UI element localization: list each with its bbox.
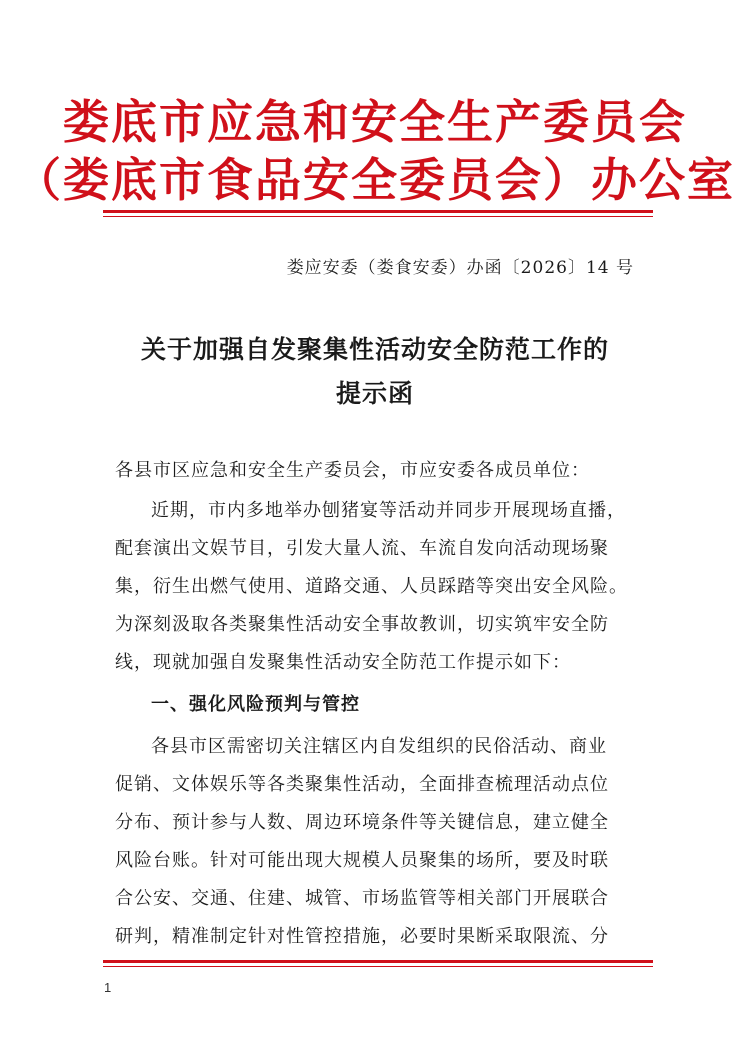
header-red-rule <box>103 210 653 213</box>
page-number: 1 <box>104 980 112 995</box>
paragraph-line: 集，衍生出燃气使用、道路交通、人员踩踏等突出安全风险。 <box>115 576 628 597</box>
paragraph-line: 近期，市内多地举办刨猪宴等活动并同步开展现场直播， <box>151 500 626 521</box>
paragraph-line: 线，现就加强自发聚集性活动安全防范工作提示如下： <box>115 652 571 673</box>
footer-red-rule <box>103 960 653 963</box>
footer-red-rule-thin <box>103 966 653 967</box>
paragraph-line: 研判，精准制定针对性管控措施，必要时果断采取限流、分 <box>115 926 609 947</box>
paragraph-line: 风险台账。针对可能出现大规模人员聚集的场所，要及时联 <box>115 850 609 871</box>
paragraph-line: 促销、文体娱乐等各类聚集性活动，全面排查梳理活动点位 <box>115 774 609 795</box>
document-title-line-2: 提示函 <box>335 379 414 408</box>
section-heading: 一、强化风险预判与管控 <box>151 694 360 715</box>
salutation: 各县市区应急和安全生产委员会，市应安委各成员单位： <box>115 460 590 481</box>
paragraph-line: 各县市区需密切关注辖区内自发组织的民俗活动、商业 <box>151 736 607 757</box>
paragraph-line: 分布、预计参与人数、周边环境条件等关键信息，建立健全 <box>115 812 609 833</box>
paragraph-line: 合公安、交通、住建、城管、市场监管等相关部门开展联合 <box>115 888 609 909</box>
document-number: 娄应安委（娄食安委）办函〔2026〕14 号 <box>286 258 634 278</box>
issuing-office-subname: （娄底市食品安全委员会）办公室 <box>15 153 735 207</box>
paragraph-line: 配套演出文娱节目，引发大量人流、车流自发向活动现场聚 <box>115 538 609 559</box>
issuing-office-name: 娄底市应急和安全生产委员会 <box>63 95 687 149</box>
header-red-rule-thin <box>103 216 653 217</box>
document-title-line-1: 关于加强自发聚集性活动安全防范工作的 <box>140 335 609 364</box>
paragraph-line: 为深刻汲取各类聚集性活动安全事故教训，切实筑牢安全防 <box>115 614 609 635</box>
